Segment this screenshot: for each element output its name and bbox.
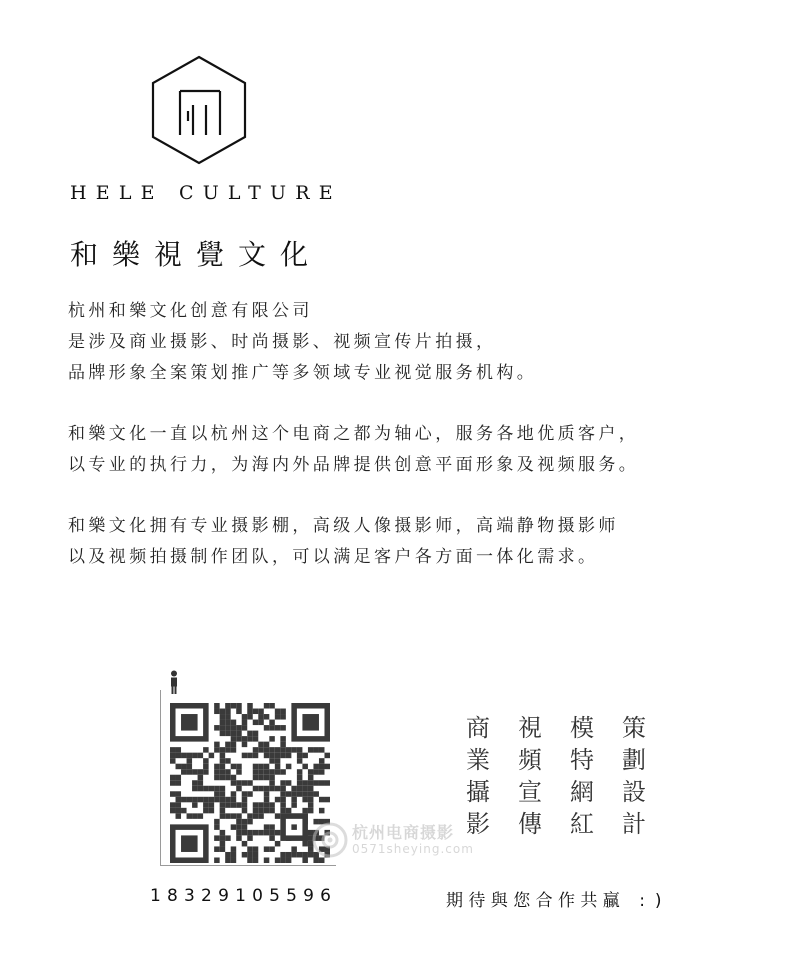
intro-paragraph [68,419,793,481]
service-char: 業 [466,746,490,774]
service-char: 傳 [518,810,542,838]
service-char: 商 [466,714,490,742]
slogan-text: 期待與您合作共贏 [446,891,626,911]
brand-name-en: HELE CULTURE [70,182,342,204]
camera-watermark-icon [312,822,348,858]
service-char: 視 [518,714,542,742]
service-char: 計 [622,810,646,838]
smiley-text: :) [639,891,672,911]
qr-code-icon [170,703,330,863]
service-char: 模 [570,714,594,742]
person-icon [168,670,180,694]
service-char: 網 [570,778,594,806]
service-char: 策 [622,714,646,742]
service-char: 宣 [518,778,542,806]
service-char: 影 [466,810,490,838]
slogan [446,886,672,911]
intro-line: 和樂文化拥有专业摄影棚，高级人像摄影师，高端静物摄影师 [68,516,619,536]
intro-line: 杭州和樂文化创意有限公司 [68,301,313,321]
intro-line: 以及视频拍摄制作团队，可以满足客户各方面一体化需求。 [68,547,599,567]
phone-number: 18329105596 [150,886,338,906]
intro-paragraph [68,511,793,573]
intro-paragraph [68,296,793,389]
company-intro [68,296,793,603]
intro-line: 品牌形象全案策划推广等多领域专业视觉服务机构。 [68,363,538,383]
watermark-url: 0571sheying.com [352,842,474,856]
brand-name-cn: 和樂視覺文化 [70,238,323,271]
service-char: 特 [570,746,594,774]
hexagon-logo-icon [150,55,248,165]
service-char: 紅 [570,810,594,838]
service-char: 設 [622,778,646,806]
intro-line: 是涉及商业摄影、时尚摄影、视频宣传片拍摄， [68,332,497,352]
watermark-title: 杭州电商摄影 [352,823,455,842]
service-char: 劃 [622,746,646,774]
intro-line: 和樂文化一直以杭州这个电商之都为轴心，服务各地优质客户， [68,424,640,444]
services-grid [466,712,674,840]
service-char: 攝 [466,778,490,806]
intro-line: 以专业的执行力，为海内外品牌提供创意平面形象及视频服务。 [68,455,640,475]
service-char: 頻 [518,746,542,774]
